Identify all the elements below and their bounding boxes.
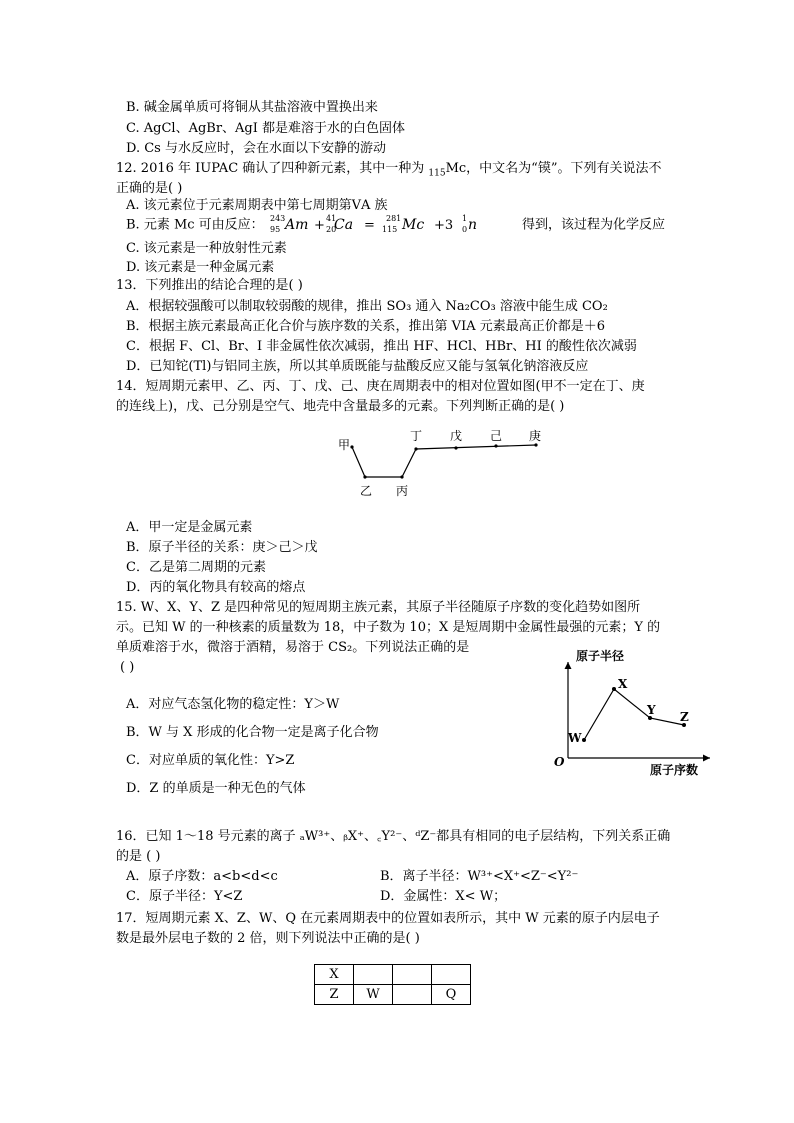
eq-ca: Ca: [333, 217, 353, 233]
eq-plus2: +3: [433, 218, 453, 233]
table-cell: X: [315, 965, 354, 985]
label-ji: 己: [490, 429, 503, 443]
table-cell: [432, 965, 471, 985]
chart-ylabel: 原子半径: [576, 649, 625, 663]
eq-equals: =: [363, 218, 375, 233]
table-cell: [393, 965, 432, 985]
nuclear-equation: [268, 213, 518, 235]
eq-mc-mass: 281: [385, 214, 402, 223]
eq-am-z: 95: [269, 225, 281, 234]
eq-plus1: +: [313, 218, 325, 233]
table-row: [315, 965, 471, 985]
point-w: W: [568, 731, 582, 745]
eq-n-z: 0: [461, 225, 467, 234]
eq-n: n: [467, 217, 477, 233]
q12-stem-line1: 12. 2016 年 IUPAC 确认了四种新元素，其中一种为 $_{115}$Mc，中文名为“镆”。下列有关说法不: [116, 161, 662, 179]
chart-xlabel: 原子序数: [650, 763, 699, 777]
q14-option-a: A．甲一定是金属元素: [126, 520, 253, 535]
eq-n-mass: 1: [461, 214, 467, 223]
q13-option-b: B．根据主族元素最高正化合价与族序数的关系，推出第 VIA 元素最高正价都是＋6: [126, 319, 606, 334]
q15-stem-line3: 单质难溶于水，微溶于酒精，易溶于 CS₂。下列说法正确的是: [116, 640, 470, 655]
label-jia: 甲: [338, 438, 351, 452]
q14-stem-line1: 14．短周期元素甲、乙、丙、丁、戊、己、庚在周期表中的相对位置如图(甲不一定在丁、庚: [116, 379, 645, 394]
table-cell: [393, 985, 432, 1005]
q13-option-a: A．根据较强酸可以制取较弱酸的规律，推出 SO₃ 通入 Na₂CO₃ 溶液中能生成 CO₂: [126, 299, 608, 314]
table-cell: Q: [432, 985, 471, 1005]
q17-stem-line2: 数是最外层电子数的 2 倍，则下列说法中正确的是( ): [116, 931, 420, 946]
q13-option-d: D．已知铊(Tl)与铝同主族，所以其单质既能与盐酸反应又能与氢氧化钠溶液反应: [126, 359, 589, 374]
q16-option-a: A．原子序数：a<b<d<c: [126, 869, 278, 884]
q15-stem-line1: 15. W、X、Y、Z 是四种常见的短周期主族元素，其原子半径随原子序数的变化趋势如图所: [116, 600, 641, 615]
label-ding: 丁: [410, 429, 423, 443]
label-geng: 庚: [529, 429, 542, 443]
point-z: Z: [680, 710, 689, 724]
table-cell: [354, 965, 393, 985]
eq-am-mass: 243: [269, 214, 286, 223]
table-cell: W: [354, 985, 393, 1005]
label-yi: 乙: [360, 484, 373, 498]
q11-option-c: C. AgCl、AgBr、AgI 都是难溶于水的白色固体: [126, 121, 406, 136]
chart-origin: O: [554, 755, 565, 769]
q14-option-d: D．丙的氧化物具有较高的熔点: [126, 580, 306, 595]
q17-stem-line1: 17．短周期元素 X、Z、W、Q 在元素周期表中的位置如表所示，其中 W 元素的原子内层电子: [116, 911, 660, 926]
table-cell: Z: [315, 985, 354, 1005]
label-wu: 戊: [450, 429, 463, 443]
point-x: X: [618, 677, 628, 691]
q15-option-a: A．对应气态氢化物的稳定性：Y＞W: [126, 697, 340, 712]
q15-radius-chart: [548, 640, 718, 780]
q17-periodic-table-fragment: [314, 964, 471, 1005]
q14-stem-line2: 的连线上)，戊、己分别是空气、地壳中含量最多的元素。下列判断正确的是( ): [116, 399, 565, 414]
q16-option-c: C．原子半径：Y<Z: [126, 889, 243, 904]
q14-option-c: C．乙是第二周期的元素: [126, 560, 266, 575]
q13-option-c: C．根据 F、Cl、Br、I 非金属性依次减弱，推出 HF、HCl、HBr、HI 的酸性依次减弱: [126, 339, 637, 354]
q12-option-c: C. 该元素是一种放射性元素: [126, 241, 287, 256]
q15-option-c: C．对应单质的氧化性：Y>Z: [126, 753, 295, 768]
eq-ca-mass: 41: [325, 214, 337, 223]
q15-option-b: B．W 与 X 形成的化合物一定是离子化合物: [126, 725, 379, 740]
q15-stem-line4: ( ): [120, 660, 135, 675]
q12-stem-line2: 正确的是( ): [116, 181, 183, 196]
q11-option-b: B. 碱金属单质可将铜从其盐溶液中置换出来: [126, 100, 378, 115]
q16-stem-line1: 16．已知 1～18 号元素的离子 ₐW³⁺、ᵦX⁺、꜀Y²⁻、ᵈZ⁻都具有相同的电子层结构，下列关系正确: [116, 829, 671, 844]
q14-option-b: B．原子半径的关系：庚＞己＞戊: [126, 540, 318, 555]
q16-option-b: B．离子半径：W³⁺<X⁺<Z⁻<Y²⁻: [380, 869, 579, 884]
point-y: Y: [647, 703, 656, 717]
q13-stem: 13．下列推出的结论合理的是( ): [116, 278, 303, 293]
label-bing: 丙: [396, 484, 409, 498]
q11-option-d: D. Cs 与水反应时，会在水面以下安静的游动: [126, 141, 386, 156]
q16-option-d: D．金属性：X< W；: [380, 889, 507, 904]
q12-option-d: D. 该元素是一种金属元素: [126, 260, 275, 275]
q12-option-a: A. 该元素位于元素周期表中第七周期第ⅤA 族: [126, 198, 388, 213]
q16-stem-line2: 的是 ( ): [116, 849, 161, 864]
eq-am: Am: [284, 217, 309, 233]
q14-position-diagram: [330, 425, 560, 500]
q15-stem-line2: 示。已知 W 的一种核素的质量数为 18，中子数为 10；X 是短周期中金属性最强的元素；Y 的: [116, 620, 661, 635]
q15-option-d: D．Z 的单质是一种无色的气体: [126, 781, 306, 796]
q12-option-b: B. 元素 Mc 可由反应： 243 95 41 20 281 115 1 0 Am Ca Mc n + = +3 得到，该过程为化学反应: [126, 214, 665, 234]
table-row: [315, 985, 471, 1005]
eq-mc: Mc: [401, 217, 425, 233]
eq-ca-z: 20: [325, 225, 337, 234]
eq-mc-z: 115: [381, 225, 398, 234]
